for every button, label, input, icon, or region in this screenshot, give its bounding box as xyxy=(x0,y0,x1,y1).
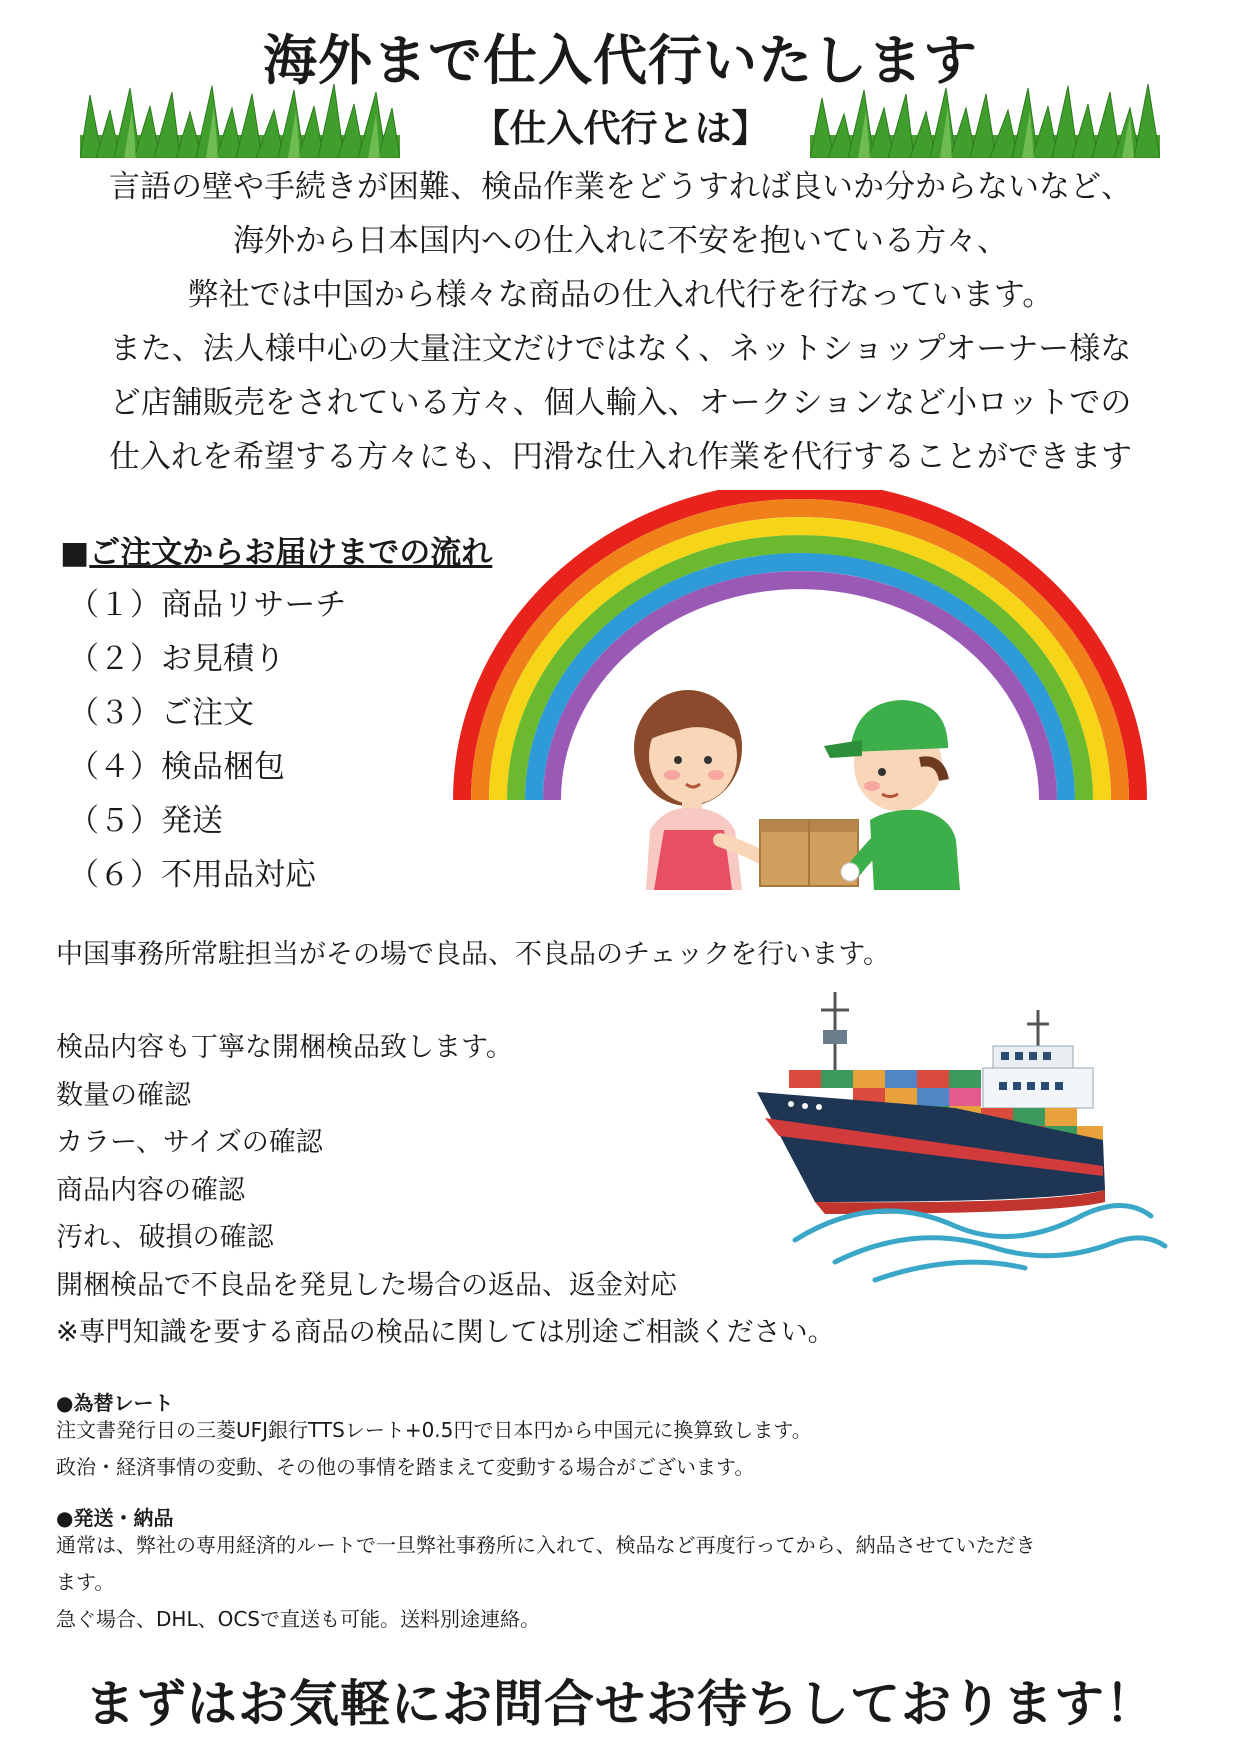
flow-steps xyxy=(68,578,346,902)
inspection-item: 数量の確認 xyxy=(56,1079,191,1111)
exchange-rate-text xyxy=(56,1412,1186,1486)
intro-line: 弊社では中国から様々な商品の仕入れ代行を行なっています。 xyxy=(187,277,1054,313)
flow-step: （５）発送 xyxy=(68,803,223,839)
china-office-note: 中国事務所常駐担当がその場で良品、不良品のチェックを行います。 xyxy=(56,939,891,970)
exchange-rate-heading: ●為替レート xyxy=(56,1391,174,1415)
subtitle: 【仕入代行とは】 xyxy=(472,107,769,150)
delivery-line: 急ぐ場合、DHL、OCSで直送も可能。送料別途連絡。 xyxy=(56,1607,540,1631)
flow-step: （１）商品リサーチ xyxy=(68,587,347,623)
inspection-item: 汚れ、破損の確認 xyxy=(56,1222,274,1253)
flow-step: （６）不用品対応 xyxy=(68,857,316,893)
intro-line: 仕入れを希望する方々にも、円滑な仕入れ作業を代行することができます xyxy=(109,439,1132,475)
flow-heading-text: ご注文からお届けまでの流れ xyxy=(89,535,493,571)
inspection-item: 商品内容の確認 xyxy=(56,1174,245,1206)
inspection-item: ※専門知識を要する商品の検品に関しては別途ご相談ください。 xyxy=(56,1317,835,1348)
flow-step: （４）検品梱包 xyxy=(68,749,285,785)
square-bullet-icon: ■ xyxy=(60,535,90,571)
inspection-item: カラー、サイズの確認 xyxy=(56,1127,323,1158)
rainbow-illustration xyxy=(450,490,1150,890)
inspection-item: 検品内容も丁寧な開梱検品致します。 xyxy=(56,1032,513,1063)
grass-right-icon xyxy=(810,80,1160,158)
page-title: 海外まで仕入代行いたします xyxy=(263,29,978,92)
flow-step: （２）お見積り xyxy=(68,641,285,677)
intro-line: ど店舗販売をされている方々、個人輸入、オークションなど小ロットでの xyxy=(109,385,1132,421)
exchange-line: 政治・経済事情の変動、その他の事情を踏まえて変動する場合がございます。 xyxy=(56,1455,755,1479)
delivery-line: ます。 xyxy=(56,1570,115,1594)
cargo-ship-illustration xyxy=(755,990,1175,1290)
intro-line: 海外から日本国内への仕入れに不安を抱いている方々、 xyxy=(233,223,1008,259)
flow-heading xyxy=(60,527,492,572)
flow-step: （３）ご注文 xyxy=(68,695,254,731)
intro-line: 言語の壁や手続きが困難、検品作業をどうすれば良いか分からないなど、 xyxy=(109,169,1132,205)
exchange-line: 注文書発行日の三菱UFJ銀行TTSレート+0.5円で日本円から中国元に換算致します。 xyxy=(56,1418,812,1442)
inspection-list xyxy=(56,1024,835,1357)
delivery-line: 通常は、弊社の専用経済的ルートで一旦弊社事務所に入れて、検品など再度行ってから、納品させていただき xyxy=(56,1533,1036,1557)
delivery-heading: ●発送・納品 xyxy=(56,1506,174,1530)
closing-message: まずはお気軽にお問合せお待ちしております！ xyxy=(85,1675,1156,1733)
intro-line: また、法人様中心の大量注文だけではなく、ネットショップオーナー様な xyxy=(109,331,1132,367)
intro-paragraph xyxy=(50,160,1191,484)
inspection-item: 開梱検品で不良品を発見した場合の返品、返金対応 xyxy=(56,1269,677,1301)
woman-figure-icon xyxy=(634,690,770,890)
delivery-text xyxy=(56,1527,1186,1638)
